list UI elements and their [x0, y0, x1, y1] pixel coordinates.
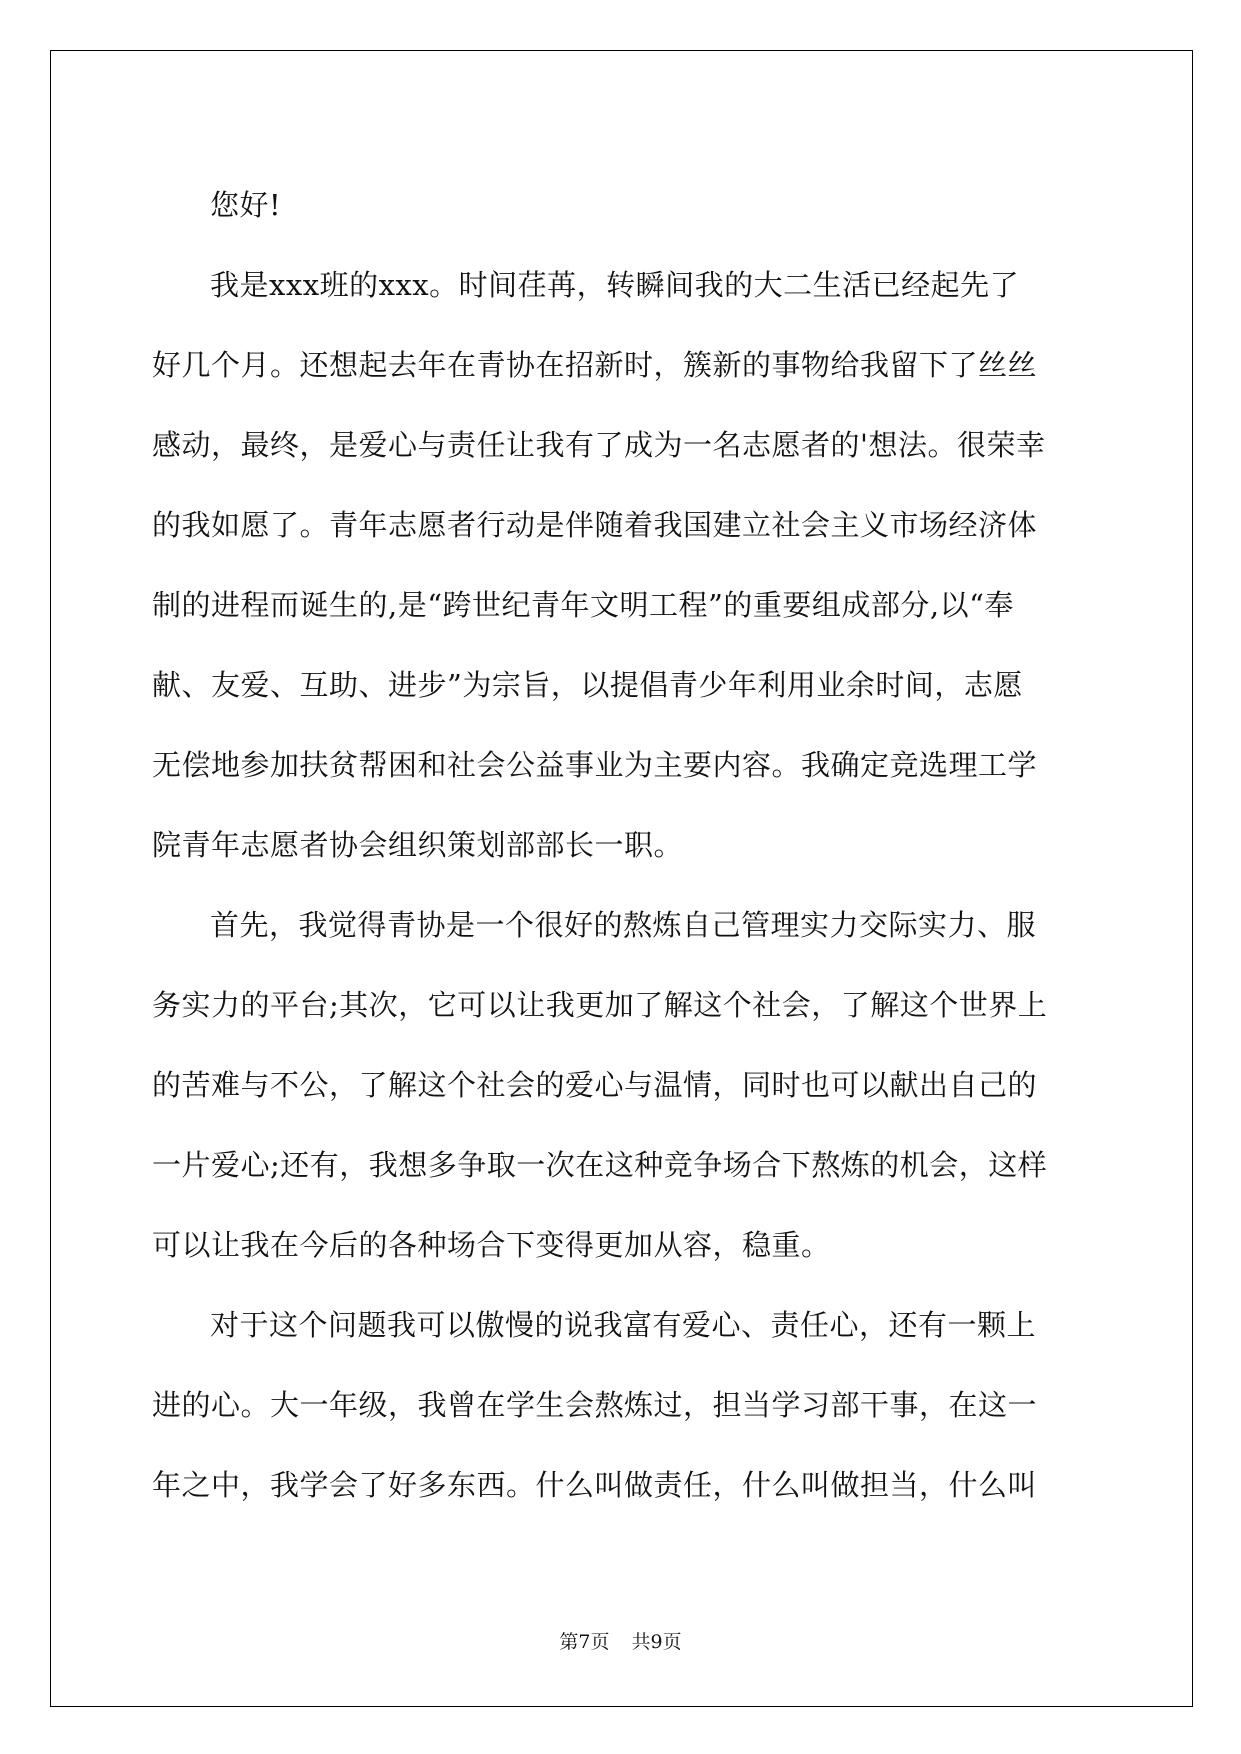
- page-number: 第7页: [559, 1631, 610, 1653]
- page-total: 共9页: [631, 1631, 682, 1653]
- paragraph-greeting: 您好!: [210, 188, 282, 222]
- page-footer: [0, 1627, 1241, 1654]
- paragraph-reasons: 首先，我觉得青协是一个很好的熬炼自己管理实力交际实力、服 务实力的平台;其次，它可以让我更加了解这个社会，了解这个世界上 的苦难与不公，了解这个社会的爱心与温情，同时也可以献出自己的 一片爱心;还有，我想多争取一次在这种竞争场合下熬炼的机会，这样 可以让我在今后的各种场合下变得更加从容，稳重。: [152, 908, 1048, 1262]
- paragraph-introduction: 我是xxx班的xxx。时间荏苒，转瞬间我的大二生活已经起先了 好几个月。还想起去年在青协在招新时，簇新的事物给我留下了丝丝 感动，最终，是爱心与责任让我有了成为一名志愿者的'想法。很荣幸 的我如愿了。青年志愿者行动是伴随着我国建立社会主义市场经济体 制的进程而诞生的,是“跨世纪青年文明工程”的重要组成部分,以“奉 献、友爱、互助、进步”为宗旨，以提倡青少年利用业余时间，志愿 无偿地参加扶贫帮困和社会公益事业为主要内容。我确定竞选理工学 院青年志愿者协会组织策划部部长一职。: [152, 268, 1046, 862]
- document-body: [152, 165, 1090, 1525]
- paragraph-qualities: 对于这个问题我可以傲慢的说我富有爱心、责任心，还有一颗上 进的心。大一年级，我曾在学生会熬炼过，担当学习部干事，在这一 年之中，我学会了好多东西。什么叫做责任，什么叫做担当，什么叫: [152, 1308, 1038, 1502]
